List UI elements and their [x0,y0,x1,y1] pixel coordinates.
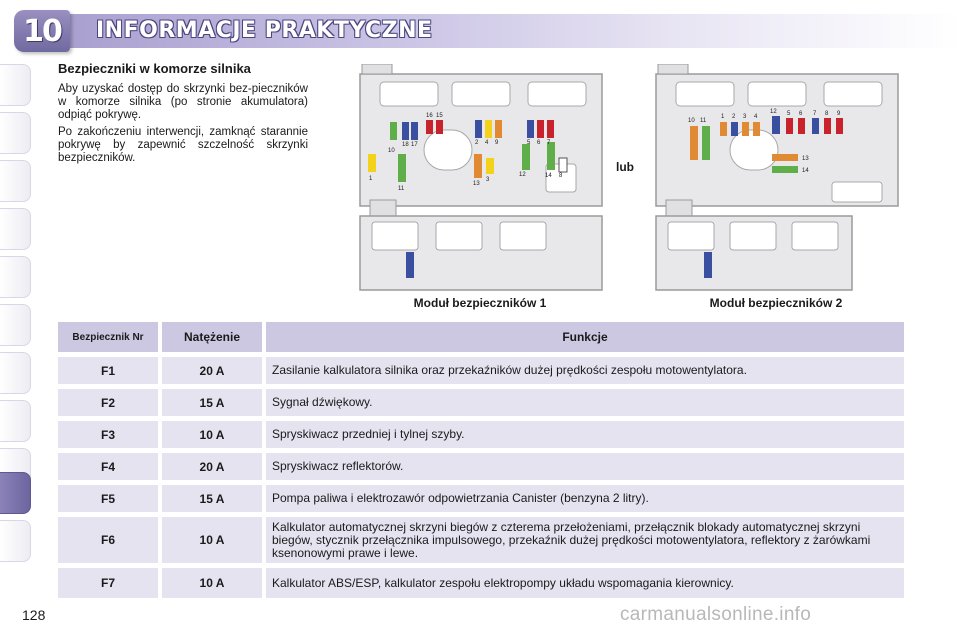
fuse-amperage: 10 A [162,421,262,448]
fuse-label: 3 [486,177,490,183]
module2-clip [658,64,688,74]
module2-relay [676,82,734,106]
fuse-11 [398,154,406,182]
fuse-14 [772,166,798,173]
fuse-module-1-diagram [356,64,606,292]
side-tab-5[interactable] [0,256,31,298]
intro-paragraph-1: Aby uzyskać dostęp do skrzynki bez-pieczników w komorze silnika (po stronie akumulatora) odpiąć pokrywę. [58,83,308,121]
fuse-3 [742,122,749,136]
module1-relay [500,222,546,250]
fuse-function: Kalkulator automatycznej skrzyni biegów z czterema przełożeniami, przełącznik blokady automatycznej skrzyni biegów, stycznik przełącznika impulsowego, przekaźnik dużej prędkości motowentylatora, reflektory z żarówkami ksenonowymi prawe i lewe. [266,517,904,563]
module1-socket [424,130,472,170]
fuse-label: 8 [559,173,563,179]
fuse-label: 17 [411,142,418,148]
module1-relay [436,222,482,250]
module1-relay [452,82,510,106]
fuse-amperage: 20 A [162,357,262,384]
fuse-amperage: 10 A [162,568,262,598]
fuse-number: F4 [58,453,158,480]
fuse-number: F7 [58,568,158,598]
fuse-label: 18 [402,142,409,148]
fuse-5 [786,118,793,134]
fuse-function: Spryskiwacz przedniej i tylnej szyby. [266,421,904,448]
fuse-label: 5 [527,140,531,146]
module2-relay [730,222,776,250]
fuse-number: F6 [58,517,158,563]
module2-relay [824,82,882,106]
side-tab-4[interactable] [0,208,31,250]
side-tab-active[interactable] [0,472,31,514]
fuse-label: 13 [473,181,480,187]
module2-relay [668,222,714,250]
watermark: carmanualsonline.info [620,604,812,625]
fuse-amperage: 20 A [162,453,262,480]
module1-relay [372,222,418,250]
fuse-14 [547,142,555,170]
fuse-6 [798,118,805,134]
fuse-label: 5 [787,111,791,117]
fuse-label: 10 [388,148,395,154]
fuse-7 [812,118,819,134]
page-title: INFORMACJE PRAKTYCZNE [96,18,433,43]
side-tab-7[interactable] [0,352,31,394]
fuse-9 [495,120,502,138]
fuse-label: 15 [436,113,443,119]
fuse-12 [522,144,530,170]
header-amperage: Natężenie [162,322,262,352]
side-tab-11[interactable] [0,520,31,562]
fuse-label: 6 [537,140,541,146]
separator-lub: lub [616,160,634,174]
module2-socket [832,182,882,202]
fuse-label: 16 [426,113,433,119]
fuse-label: 13 [802,156,809,162]
fuse-16 [426,120,433,134]
header-fuse-nr: Bezpiecznik Nr [58,322,158,352]
fuse-label: 14 [545,173,552,179]
fuse-8 [559,158,567,172]
fuse-17 [411,122,418,140]
module-2-caption: Moduł bezpieczników 2 [709,296,843,310]
fuse-12 [772,116,780,134]
side-tab-6[interactable] [0,304,31,346]
fuse-label: 1 [721,114,725,120]
fuse-label: 7 [813,111,817,117]
module2-connector [666,200,692,216]
module2-relay [748,82,806,106]
fuse-41 [406,252,414,278]
fuse-10 [690,126,698,160]
module1-clip [362,64,392,74]
fuse-number: F2 [58,389,158,416]
fuse-amperage: 10 A [162,517,262,563]
fuse-function: Kalkulator ABS/ESP, kalkulator zespołu elektropompy układu wspomagania kierownicy. [266,568,904,598]
fuse-function: Spryskiwacz reflektorów. [266,453,904,480]
fuse-1 [720,122,727,136]
fuse-7 [547,120,554,138]
fuse-function: Pompa paliwa i elektrozawór odpowietrzania Canister (benzyna 2 litry). [266,485,904,512]
fuse-label: 9 [837,111,841,117]
module1-relay [380,82,438,106]
fuse-label: 11 [700,118,707,124]
fuse-function: Zasilanie kalkulatora silnika oraz przekaźników dużej prędkości zespołu motowentylatora. [266,357,904,384]
fuse-number: F1 [58,357,158,384]
fuse-amperage: 15 A [162,389,262,416]
fuse-6 [537,120,544,138]
fuse-number: F5 [58,485,158,512]
fuse-2 [731,122,738,136]
fuse-label: 14 [802,168,809,174]
fuse-2 [475,120,482,138]
fuse-label: 7 [547,140,551,146]
fuse-15 [436,120,443,134]
fuse-label: 4 [485,140,489,146]
intro-paragraph-2: Po zakończeniu interwencji, zamknąć starannie pokrywę by zapewnić szczelność skrzynki bezpieczników. [58,126,308,164]
chapter-tab [14,10,70,52]
module1-relay [528,82,586,106]
fuse-label: 2 [732,114,736,120]
chapter-number: 10 [23,14,61,49]
fuse-label: 9 [495,140,499,146]
fuse-label: 4 [754,114,758,120]
fuse-label: 6 [799,111,803,117]
fuse-5 [527,120,534,138]
fuse-1 [368,154,376,172]
fuse-9 [836,118,843,134]
fuse-amperage: 15 A [162,485,262,512]
fuse-13 [474,154,482,178]
fuse-function: Sygnał dźwiękowy. [266,389,904,416]
side-tab-3[interactable] [0,160,31,202]
module2-relay [792,222,838,250]
fuse-module-2-diagram [654,64,904,292]
header-functions: Funkcje [266,322,904,352]
intro-section [58,62,308,169]
fuse-label: 8 [825,111,829,117]
fuse-label: 10 [688,118,695,124]
module-1-caption: Moduł bezpieczników 1 [413,296,547,310]
fuse-number: F3 [58,421,158,448]
fuse-label: 3 [743,114,747,120]
fuse-4 [753,122,760,136]
side-tab-8[interactable] [0,400,31,442]
fuse-label: 2 [475,140,479,146]
fuse-13 [772,154,798,161]
fuse-label: 12 [770,109,777,115]
module1-connector [370,200,396,216]
fuse-41 [704,252,712,278]
fuse-18 [402,122,409,140]
fuse-10 [390,122,397,140]
fuse-4 [485,120,492,138]
fuse-label: 11 [398,186,405,192]
fuse-3 [486,158,494,174]
fuse-11 [702,126,710,160]
fuse-label: 1 [369,176,373,182]
fuse-8 [824,118,831,134]
fuse-label: 12 [519,172,526,178]
side-tab-1[interactable] [0,64,31,106]
section-title: Bezpieczniki w komorze silnika [58,61,251,76]
page-number: 128 [22,607,46,623]
side-tab-2[interactable] [0,112,31,154]
